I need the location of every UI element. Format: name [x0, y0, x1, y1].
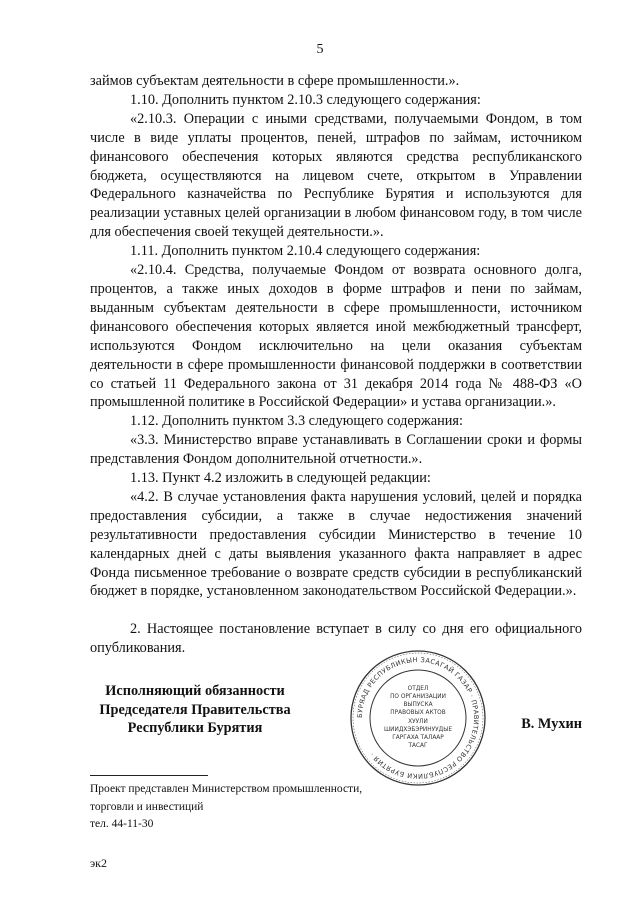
signature-block: [90, 655, 582, 781]
signatory-name: В. Мухин: [521, 716, 582, 732]
paragraph: 1.10. Дополнить пунктом 2.10.3 следующего содержания:: [130, 91, 481, 108]
signatory-title-line: Исполняющий обязанности: [105, 683, 285, 699]
page-number: 5: [316, 42, 324, 57]
document-code: эк2: [90, 856, 107, 870]
footnote-line: тел. 44-11-30: [90, 818, 154, 830]
paragraph: «4.2. В случае установления факта нарушения условий, целей и порядка предоставления субсидии, а также в случае недостижения значений результативности предоставления субсидии Министерство в течение 10 календарных дней с даты выявления указанного факта направляет в адрес Фонда письменное требование о возврате средств субсидии в республиканский бюджет в порядке, установленном законодательством Российской Федерации.».: [90, 488, 582, 600]
signatory-title: [90, 682, 300, 738]
paragraph: 1.11. Дополнить пунктом 2.10.4 следующего содержания:: [130, 243, 481, 260]
svg-text:БУРЯАД РЕСПУБЛИКЫН ЗАСАГАЙ ГАЗ: БУРЯАД РЕСПУБЛИКЫН ЗАСАГАЙ ГАЗАР · ПРАВИТЕЛЬСТВО РЕСПУБЛИКИ БУРЯТИЯ ·: [355, 655, 481, 781]
footnote-line: Проект представлен Министерством промышленности,: [90, 783, 363, 795]
paragraph: «2.10.3. Операции с иными средствами, получаемыми Фондом, в том числе в виде уплаты процентов, пеней, штрафов по займам, источником финансового обеспечения которых являются средства республиканского бюджета, осуществляются на лицевом счете, открытом в Управлении Федерального казначейства по Республике Бурятия и используются для реализации уставных целей организации в любом финансовом году, в том числе для обеспечения своей текущей деятельности.».: [90, 110, 582, 241]
svg-text:ШИИДХЭБЭРИНУУДЫЕ: ШИИДХЭБЭРИНУУДЫЕ: [383, 727, 453, 733]
paragraph: «2.10.4. Средства, получаемые Фондом от возврата основного долга, процентов, а также иных доходов в форме штрафов и пени по займам, выданным субъектам деятельности в сфере промышленности, источником финансового обеспечения которых является иной межбюджетный трансферт, используются Фондом исключительно на цели оказания субъектам деятельности в сфере промышленности финансовой поддержки в соответствии со статьей 11 Федерального закона от 31 декабря 2014 года № 488-ФЗ «О промышленной политике в Российской Федерации» и устава организации.».: [90, 262, 582, 411]
signatory-title-line: Председателя Правительства: [99, 701, 291, 718]
signatory-title-line: Республики Бурятия: [127, 720, 263, 736]
svg-text:ТАСАГ: ТАСАГ: [408, 743, 428, 749]
svg-text:ПО ОРГАНИЗАЦИИ: ПО ОРГАНИЗАЦИИ: [390, 694, 446, 700]
paragraph: займов субъектам деятельности в сфере промышленности.».: [90, 73, 460, 89]
svg-text:ГАРГАХА ТАЛААР: ГАРГАХА ТАЛААР: [392, 735, 444, 741]
svg-text:ВЫПУСКА: ВЫПУСКА: [403, 702, 433, 708]
svg-text:ХУУЛИ: ХУУЛИ: [408, 719, 428, 725]
paragraph: 1.12. Дополнить пунктом 3.3 следующего содержания:: [130, 413, 463, 430]
paragraph: 1.13. Пункт 4.2 изложить в следующей редакции:: [130, 470, 431, 487]
decree-body: [90, 72, 582, 658]
footnote-divider: [90, 775, 208, 776]
svg-text:ОТДЕЛ: ОТДЕЛ: [407, 686, 429, 692]
footnote: [90, 781, 490, 834]
footnote-line: торговли и инвестиций: [90, 800, 204, 813]
official-seal-stamp: [348, 648, 488, 788]
paragraph: «3.3. Министерство вправе устанавливать в Соглашении сроки и формы представления Фондом дополнительной отчетности.».: [90, 432, 582, 468]
paragraph: 2. Настоящее постановление вступает в силу со дня его официального опубликования.: [90, 621, 582, 657]
svg-text:ПРАВОВЫХ АКТОВ: ПРАВОВЫХ АКТОВ: [390, 710, 446, 716]
